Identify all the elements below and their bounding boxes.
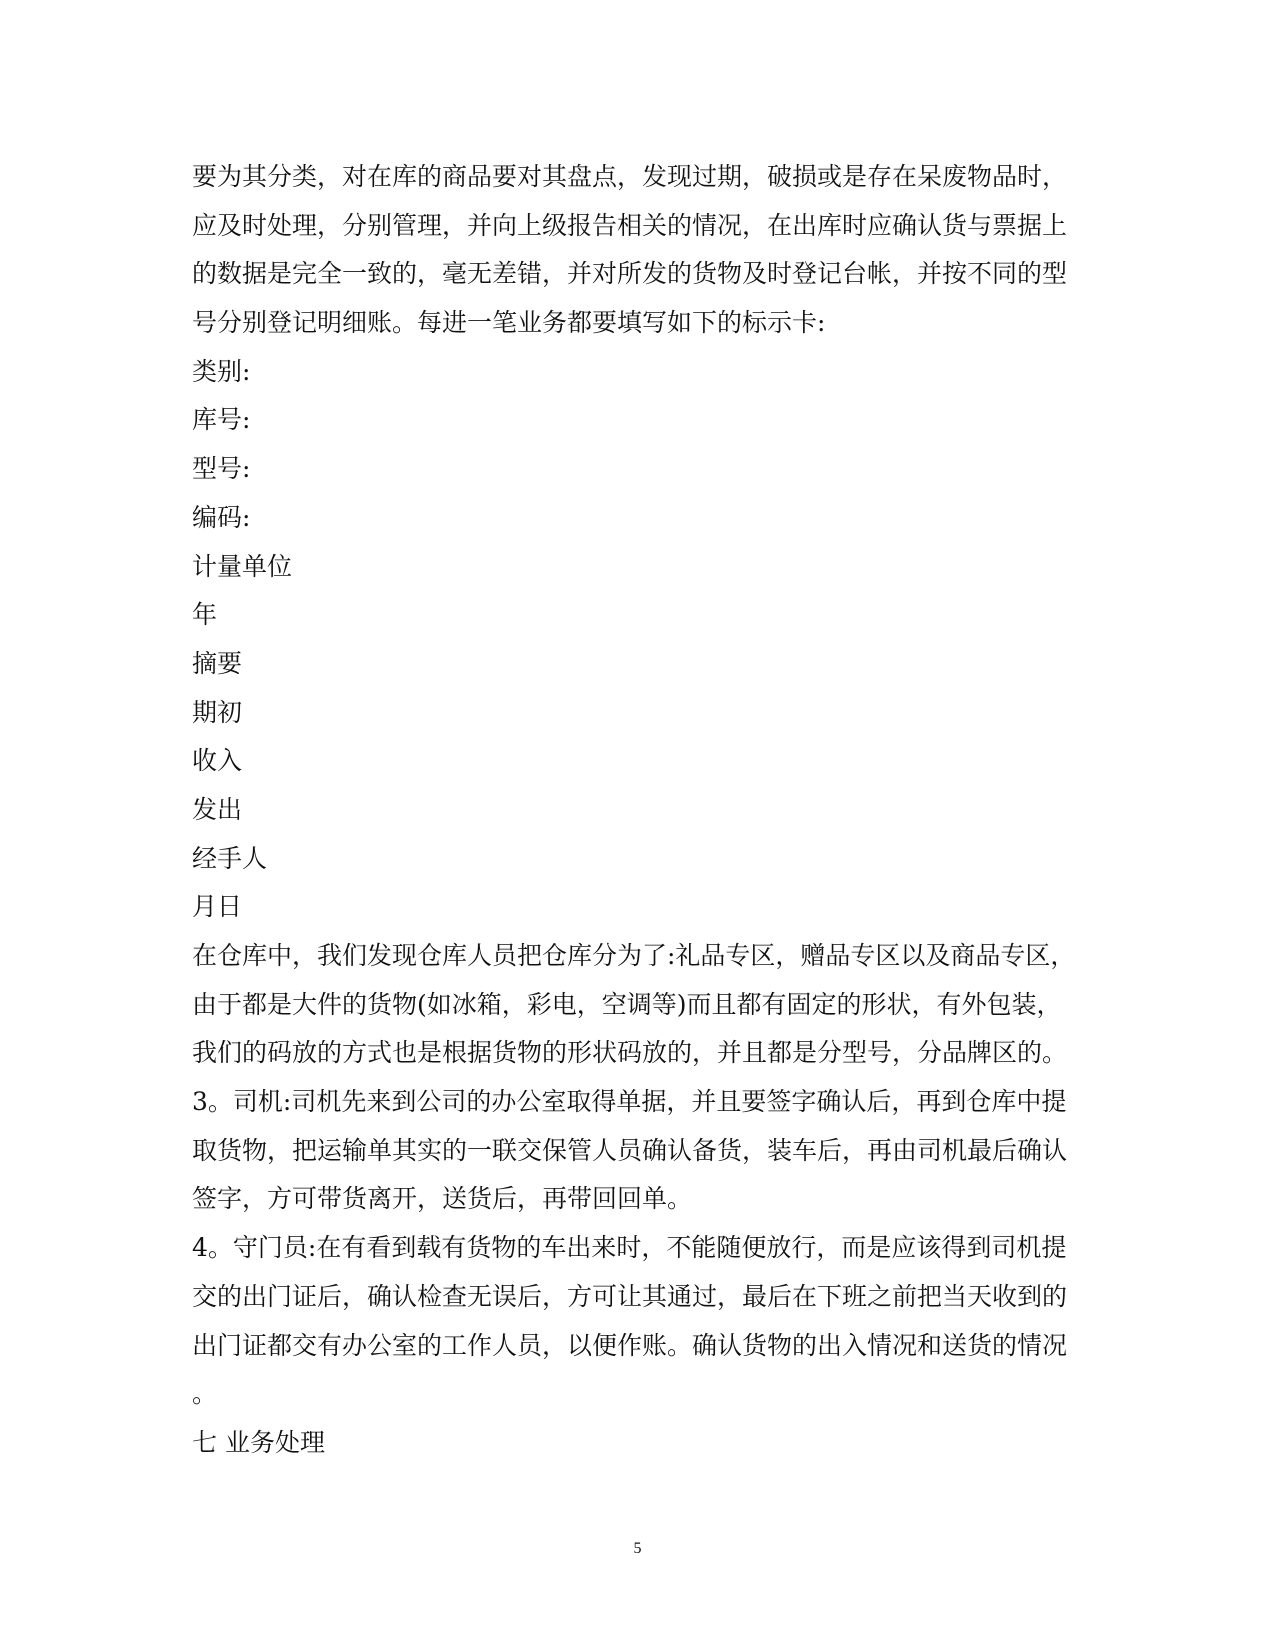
text-line: 。 — [192, 1379, 218, 1409]
text-line: 取货物，把运输单其实的一联交保管人员确认备货，装车后，再由司机最后确认 — [192, 1135, 1068, 1165]
body-text — [192, 153, 1076, 1468]
text-line: 收入 — [192, 746, 243, 776]
text-line: 交的出门证后，确认检查无误后，方可让其通过，最后在下班之前把当天收到的 — [192, 1281, 1068, 1311]
text-line: 我们的码放的方式也是根据货物的形状码放的，并且都是分型号，分品牌区的。 — [192, 1038, 1068, 1068]
text-line: 在仓库中，我们发现仓库人员把仓库分为了:礼品专区，赠品专区以及商品专区， — [192, 941, 1076, 970]
section-heading: 七 业务处理 — [192, 1427, 325, 1457]
text-line: 摘要 — [192, 648, 243, 678]
text-line: 4。守门员:在有看到载有货物的车出来时，不能随便放行，而是应该得到司机提 — [192, 1233, 1067, 1263]
text-line: 由于都是大件的货物(如冰箱，彩电，空调等)而且都有固定的形状，有外包装， — [192, 989, 1062, 1019]
text-line: 类别: — [192, 356, 251, 386]
text-line: 计量单位 — [192, 551, 293, 581]
text-line: 经手人 — [192, 843, 268, 873]
text-line: 3。司机:司机先来到公司的办公室取得单据，并且要签字确认后，再到仓库中提 — [192, 1087, 1067, 1117]
text-line: 要为其分类，对在库的商品要对其盘点，发现过期，破损或是存在呆废物品时， — [192, 162, 1068, 191]
text-line: 的数据是完全一致的，毫无差错，并对所发的货物及时登记台帐，并按不同的型 — [192, 259, 1068, 289]
text-line: 型号: — [192, 454, 251, 484]
page-number: 5 — [633, 1540, 642, 1557]
text-line: 出门证都交有办公室的工作人员，以便作账。确认货物的出入情况和送货的情况 — [192, 1330, 1068, 1360]
text-line: 库号: — [192, 405, 251, 435]
text-line: 年 — [192, 600, 218, 630]
text-line: 签字，方可带货离开，送货后，再带回回单。 — [192, 1184, 693, 1214]
text-line: 月日 — [192, 892, 243, 922]
text-line: 发出 — [192, 794, 243, 824]
text-line: 应及时处理，分别管理，并向上级报告相关的情况，在出库时应确认货与票据上 — [192, 210, 1068, 240]
text-line: 期初 — [192, 697, 243, 727]
text-line: 编码: — [192, 502, 251, 532]
text-line: 号分别登记明细账。每进一笔业务都要填写如下的标示卡: — [192, 308, 826, 338]
